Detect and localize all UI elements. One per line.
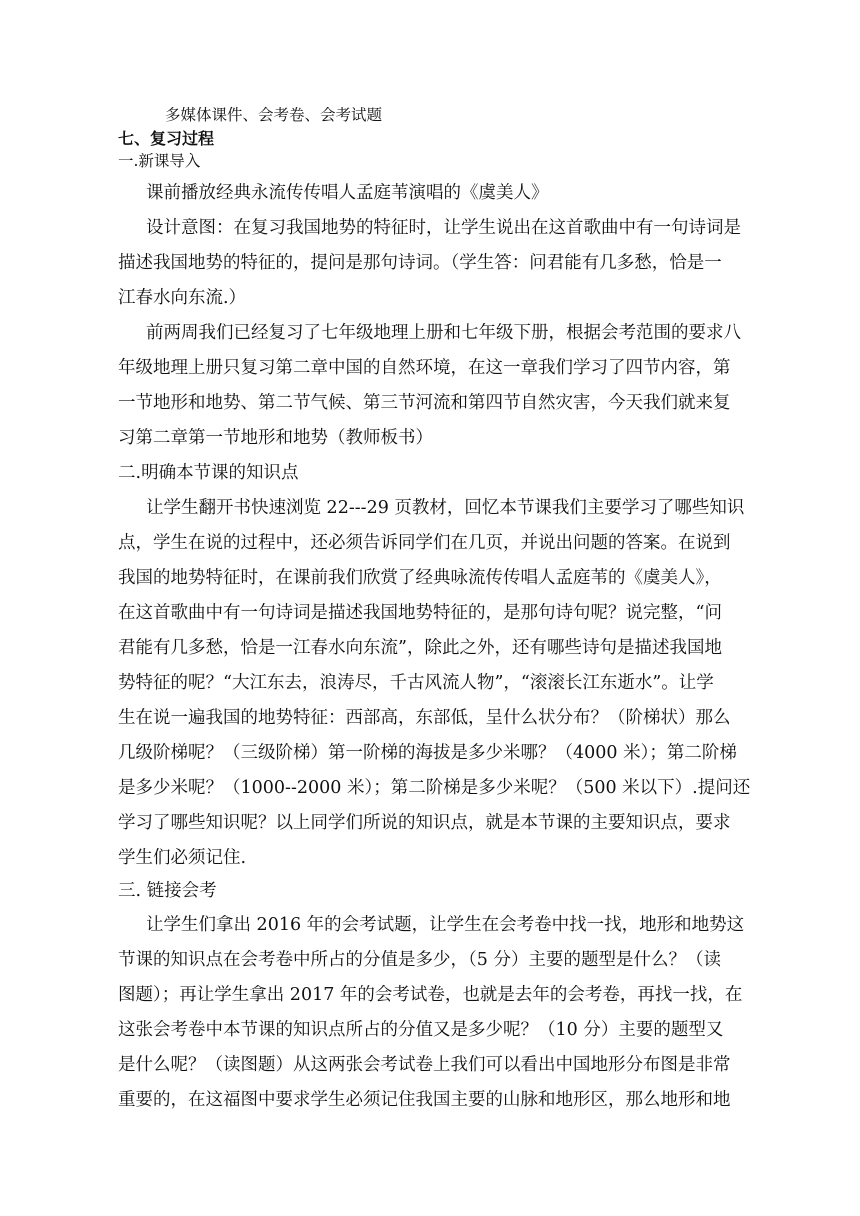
section-heading: 七、复习过程 — [118, 129, 215, 148]
paragraph-line: 在这首歌曲中有一句诗词是描述我国地势特征的，是那句诗句呢？说完整，“问 — [118, 603, 722, 623]
paragraph-line: 是多少米呢？（1000--2000 米）；第二阶梯是多少米呢？（500 米以下）.提问还 — [118, 778, 751, 798]
paragraph-line: 生在说一遍我国的地势特征：西部高，东部低，呈什么状分布？（阶梯状）那么 — [118, 708, 731, 728]
paragraph-line: 节课的知识点在会考卷中所占的分值是多少，（5 分）主要的题型是什么？（读 — [118, 950, 721, 970]
paragraph-line: 是什么呢？（读图题）从这两张会考试卷上我们可以看出中国地形分布图是非常 — [118, 1055, 731, 1075]
paragraph-line: 这张会考卷中本节课的知识点所占的分值又是多少呢？（10 分）主要的题型又 — [118, 1020, 724, 1040]
paragraph-line: 让学生们拿出 2016 年的会考试题，让学生在会考卷中找一找，地形和地势这 — [146, 915, 745, 935]
paragraph-line: 君能有几多愁，恰是一江春水向东流”，除此之外，还有哪些诗句是描述我国地 — [118, 638, 722, 658]
paragraph-line: 让学生翻开书快速浏览 22---29 页教材，回忆本节课我们主要学习了哪些知识 — [146, 498, 745, 518]
paragraph-line: 学生们必须记住. — [118, 848, 247, 868]
paragraph-line: 前两周我们已经复习了七年级地理上册和七年级下册，根据会考范围的要求八 — [146, 323, 741, 343]
part-heading: 一.新课导入 — [118, 152, 201, 170]
paragraph-line: 描述我国地势的特征的，提问是那句诗词。（学生答：问君能有几多愁，恰是一 — [118, 253, 722, 273]
paragraph-line: 习第二章第一节地形和地势（教师板书） — [118, 428, 433, 448]
paragraph-line: 学习了哪些知识呢？以上同学们所说的知识点，就是本节课的主要知识点，要求 — [118, 813, 731, 833]
materials-line: 多媒体课件、会考卷、会考试题 — [165, 106, 383, 124]
paragraph-line: 重要的，在这福图中要求学生必须记住我国主要的山脉和地形区，那么地形和地 — [118, 1090, 731, 1110]
part-heading: 三. 链接会考 — [118, 881, 217, 901]
paragraph-line: 几级阶梯呢？（三级阶梯）第一阶梯的海拔是多少米哪？（4000 米）；第二阶梯 — [118, 743, 737, 763]
paragraph-line: 一节地形和地势、第二节气候、第三节河流和第四节自然灾害，今天我们就来复 — [118, 393, 731, 413]
paragraph-line: 课前播放经典永流传传唱人孟庭苇演唱的《虞美人》 — [146, 183, 549, 203]
part-heading: 二.明确本节课的知识点 — [118, 463, 299, 483]
paragraph-line: 设计意图：在复习我国地势的特征时，让学生说出在这首歌曲中有一句诗词是 — [146, 218, 741, 238]
paragraph-line: 图题）；再让学生拿出 2017 年的会考试卷，也就是去年的会考卷，再找一找，在 — [118, 985, 743, 1005]
paragraph-line: 我国的地势特征时，在课前我们欣赏了经典咏流传传唱人孟庭苇的《虞美人》， — [118, 568, 722, 588]
paragraph-line: 点，学生在说的过程中，还必须告诉同学们在几页，并说出问题的答案。在说到 — [118, 533, 731, 553]
paragraph-line: 江春水向东流.） — [118, 288, 247, 308]
paragraph-line: 势特征的呢？“大江东去，浪涛尽，千古风流人物”，“滚滚长江东逝水”。让学 — [118, 673, 714, 693]
paragraph-line: 年级地理上册只复习第二章中国的自然环境，在这一章我们学习了四节内容，第 — [118, 358, 731, 378]
